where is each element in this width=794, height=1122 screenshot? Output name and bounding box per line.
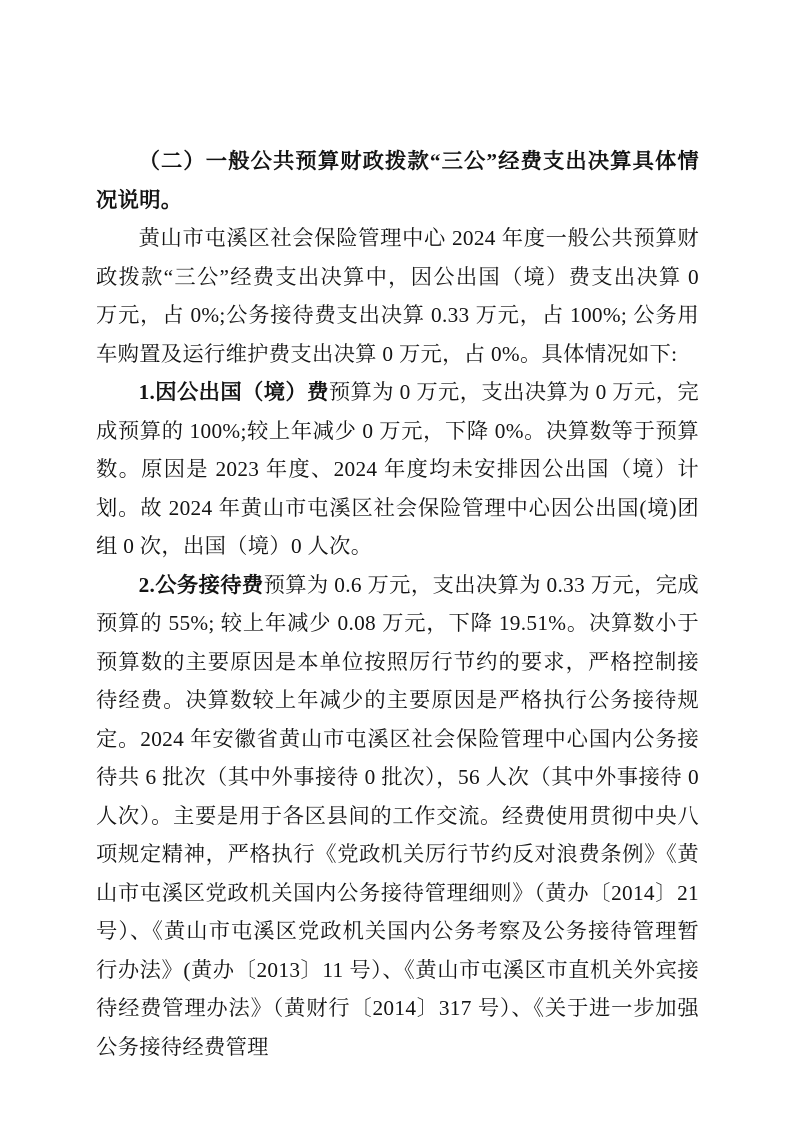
paragraph-abroad-expense-lead: 1.因公出国（境）费 bbox=[138, 380, 329, 404]
paragraph-reception-expense-lead: 2.公务接待费 bbox=[138, 572, 264, 597]
paragraph-abroad-expense bbox=[96, 373, 699, 566]
section-heading: （二）一般公共预算财政拨款“三公”经费支出决算具体情况说明。 bbox=[96, 149, 699, 212]
paragraph-overview bbox=[96, 219, 699, 373]
paragraph-reception-expense-text: 预算为 0.6 万元，支出决算为 0.33 万元，完成预算的 55%; 较上年减少 0.08 万元，下降 19.51%。决算数小于预算数的主要原因是本单位按照厉行节约的要求，严格控制接待经费。决算数较上年减少的主要原因是严格执行公务接待规定。2024 年安徽省黄山市屯溪区社会保险管理中心国内公务接待共 6 批次（其中外事接待 0 批次），56 人次（其中外事接待 0 人次）。主要是用于各区县间的工作交流。经费使用贯彻中央八项规定精神，严格执行《党政机关厉行节约反对浪费条例》《黄山市屯溪区党政机关国内公务接待管理细则》（黄办〔2014〕21 号）、《黄山市屯溪区党政机关国内公务考察及公务接待管理暂行办法》(黄办〔2013〕11 号）、《黄山市屯溪区市直机关外宾接待经费管理办法》（黄财行〔2014〕317 号）、《关于进一步加强公务接待经费管理 bbox=[96, 572, 699, 1059]
paragraph-reception-expense bbox=[96, 566, 699, 1067]
paragraph-overview-text: 黄山市屯溪区社会保险管理中心 2024 年度一般公共预算财政拨款“三公”经费支出决算中，因公出国（境）费支出决算 0 万元，占 0%;公务接待费支出决算 0.33 万元，占 100%; 公务用车购置及运行维护费支出决算 0 万元，占 0%。具体情况如下: bbox=[96, 226, 699, 366]
paragraph-abroad-expense-text: 预算为 0 万元，支出决算为 0 万元，完成预算的 100%;较上年减少 0 万元，下降 0%。决算数等于预算数。原因是 2023 年度、2024 年度均未安排因公出国（境）计划。故 2024 年黄山市屯溪区社会保险管理中心因公出国(境)团组 0 次，出国（境）0 人次。 bbox=[96, 380, 699, 558]
